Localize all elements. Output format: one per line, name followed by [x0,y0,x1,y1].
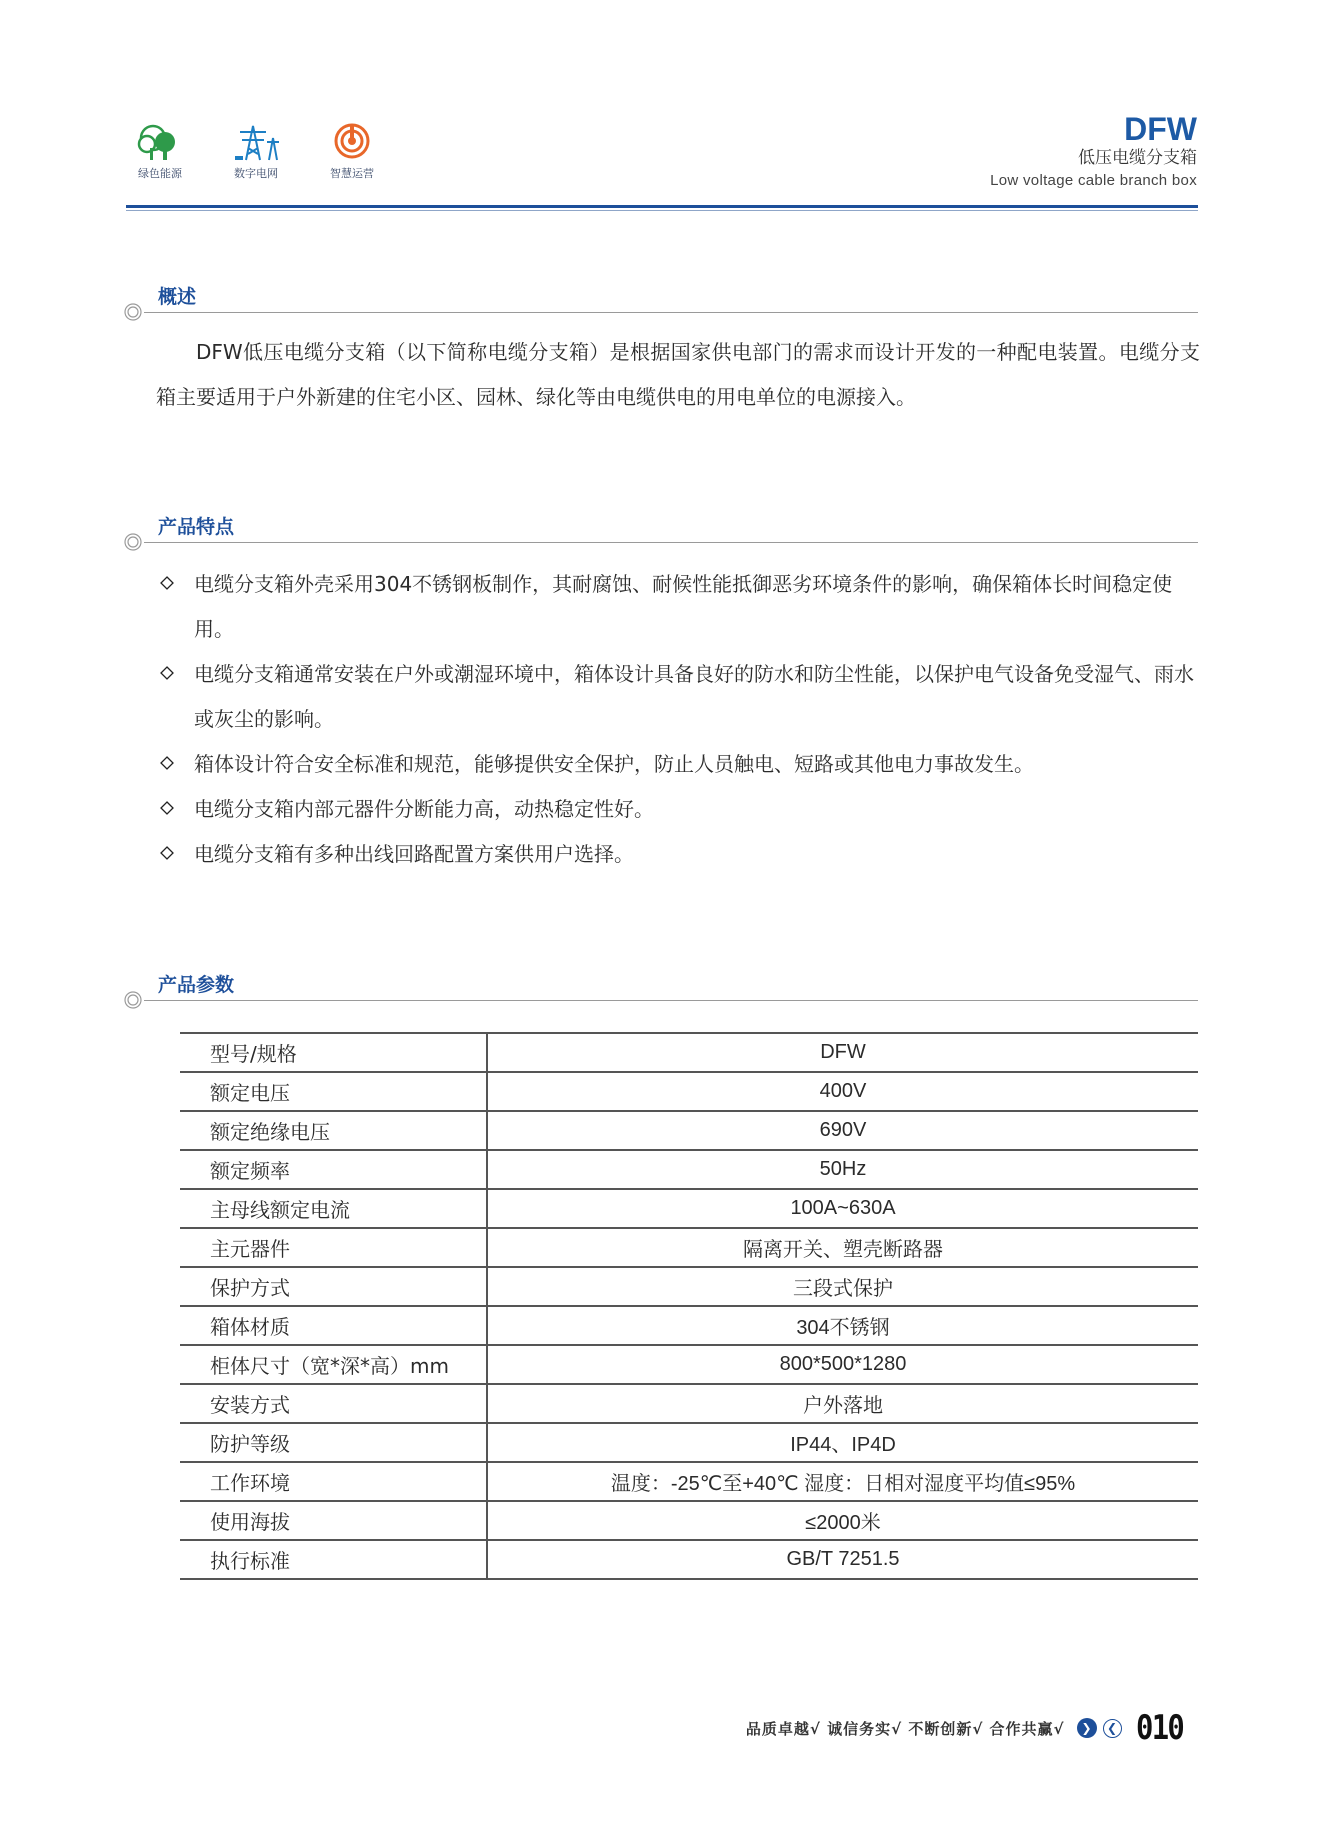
table-row [180,1267,1198,1306]
param-value: 100A~630A [487,1189,1198,1228]
list-item [156,787,1200,832]
section-bullet-icon [124,991,142,1009]
table-row [180,1540,1198,1579]
table-row [180,1345,1198,1384]
param-key: 主母线额定电流 [180,1189,487,1228]
signal-icon [327,122,377,162]
footer [746,1708,1191,1748]
param-value: ≤2000米 [487,1501,1198,1540]
param-key: 额定绝缘电压 [180,1111,487,1150]
table-row [180,1306,1198,1345]
table-row [180,1462,1198,1501]
param-value: 户外落地 [487,1384,1198,1423]
list-item [156,742,1200,787]
table-row [180,1501,1198,1540]
param-key: 额定频率 [180,1150,487,1189]
table-row [180,1033,1198,1072]
logo-label: 绿色能源 [138,167,182,180]
section-bullet-icon [124,303,142,321]
feature-list [156,562,1200,877]
param-value: 三段式保护 [487,1267,1198,1306]
param-key: 使用海拔 [180,1501,487,1540]
page-number: 010 [1135,1708,1183,1748]
table-row [180,1072,1198,1111]
params-table [180,1032,1198,1580]
header-divider-thin [126,210,1198,211]
diamond-bullet-icon [160,756,174,770]
logo-label: 智慧运营 [330,167,374,180]
diamond-bullet-icon [160,576,174,590]
table-row [180,1111,1198,1150]
param-value: GB/T 7251.5 [487,1540,1198,1579]
product-code: DFW [1124,111,1197,147]
product-title-cn: 低压电缆分支箱 [1078,148,1197,168]
param-value: DFW [487,1033,1198,1072]
param-key: 主元器件 [180,1228,487,1267]
param-value: 50Hz [487,1150,1198,1189]
param-key: 箱体材质 [180,1306,487,1345]
table-row [180,1423,1198,1462]
feature-text: 电缆分支箱内部元器件分断能力高，动热稳定性好。 [194,797,654,821]
section-heading-overview [124,286,1198,320]
diamond-bullet-icon [160,846,174,860]
param-key: 型号/规格 [180,1033,487,1072]
diamond-bullet-icon [160,801,174,815]
header-divider [126,205,1198,208]
feature-text: 电缆分支箱通常安装在户外或潮湿环境中，箱体设计具备良好的防水和防尘性能，以保护电气设备免受湿气、雨水或灰尘的影响。 [194,662,1194,731]
param-value: 800*500*1280 [487,1345,1198,1384]
section-rule [144,1000,1198,1001]
param-value: 400V [487,1072,1198,1111]
param-value: IP44、IP4D [487,1423,1198,1462]
chevron-left-icon[interactable]: ❮ [1103,1719,1122,1738]
section-heading-params [124,974,1198,1008]
chevron-right-icon[interactable]: ❯ [1077,1718,1097,1738]
logo-smart-ops [316,122,388,181]
section-title: 产品参数 [158,974,235,996]
table-row [180,1228,1198,1267]
table-row [180,1189,1198,1228]
table-row [180,1384,1198,1423]
section-bullet-icon [124,533,142,551]
logo-digital-grid [220,122,292,181]
param-key: 执行标准 [180,1540,487,1579]
param-value: 隔离开关、塑壳断路器 [487,1228,1198,1267]
param-key: 额定电压 [180,1072,487,1111]
tree-icon [135,122,185,162]
feature-text: 电缆分支箱外壳采用304不锈钢板制作，其耐腐蚀、耐候性能抵御恶劣环境条件的影响，确保箱体长时间稳定使用。 [194,572,1173,641]
param-value: 温度：-25℃至+40℃ 湿度：日相对湿度平均值≤95% [487,1462,1198,1501]
section-rule [144,542,1198,543]
feature-text: 电缆分支箱有多种出线回路配置方案供用户选择。 [194,842,634,866]
overview-paragraph [156,330,1200,420]
param-key: 安装方式 [180,1384,487,1423]
section-rule [144,312,1198,313]
logo-green-energy [124,122,196,181]
table-row [180,1150,1198,1189]
list-item [156,652,1200,742]
product-title-en: Low voltage cable branch box [990,172,1197,189]
param-key: 柜体尺寸（宽*深*高）mm [180,1345,487,1384]
section-title: 概述 [158,286,197,308]
overview-text: DFW低压电缆分支箱（以下简称电缆分支箱）是根据国家供电部门的需求而设计开发的一种配电装置。电缆分支箱主要适用于户外新建的住宅小区、园林、绿化等由电缆供电的用电单位的电源接入。 [156,340,1200,409]
param-value: 690V [487,1111,1198,1150]
diamond-bullet-icon [160,666,174,680]
list-item [156,832,1200,877]
param-value: 304不锈钢 [487,1306,1198,1345]
header-title-block [990,112,1197,192]
section-title: 产品特点 [158,516,235,538]
header-logos [124,122,388,181]
power-tower-icon [231,122,281,162]
param-key: 保护方式 [180,1267,487,1306]
param-key: 防护等级 [180,1423,487,1462]
section-heading-features [124,516,1198,550]
logo-label: 数字电网 [234,167,278,180]
list-item [156,562,1200,652]
footer-slogan: 品质卓越√ 诚信务实√ 不断创新√ 合作共赢√ [745,1719,1065,1738]
param-key: 工作环境 [180,1462,487,1501]
feature-text: 箱体设计符合安全标准和规范，能够提供安全保护，防止人员触电、短路或其他电力事故发生。 [194,752,1034,776]
